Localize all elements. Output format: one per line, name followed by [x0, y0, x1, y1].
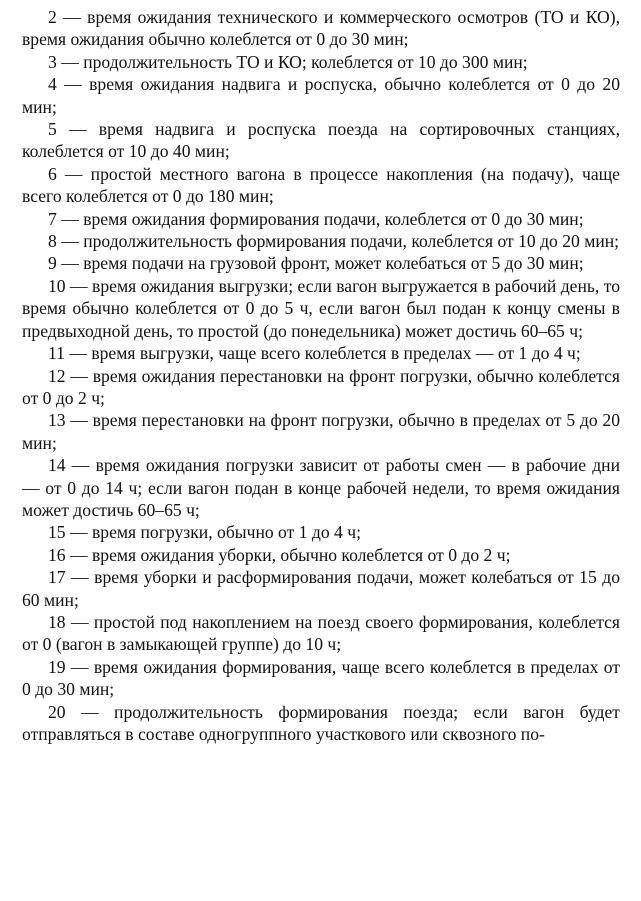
- paragraph-item-11: 11 — время выгрузки, чаще всего колеблется в пределах — от 1 до 4 ч;: [48, 343, 581, 364]
- paragraph-item-19: 19 — время ожидания формирования, чаще всего колеблется в пределах от 0 до 30 мин;: [22, 656, 620, 700]
- paragraph-item-17: 17 — время уборки и расформирования подачи, может колебаться от 15 до 60 мин;: [22, 567, 620, 610]
- paragraph-item-5: 5 — время надвига и роспуска поезда на сортировочных станциях, колеблется от 10 до 40 мин;: [22, 119, 620, 162]
- paragraph-item-8: 8 — продолжительность формирования подачи, колеблется от 10 до 20 мин;: [48, 231, 620, 252]
- paragraph-item-6: 6 — простой местного вагона в процессе накопления (на подачу), чаще всего колеблется от 0 до 180 мин;: [22, 163, 620, 207]
- paragraph-item-7: 7 — время ожидания формирования подачи, колеблется от 0 до 30 мин;: [48, 208, 584, 229]
- paragraph-item-14: 14 — время ожидания погрузки зависит от работы смен — в рабочие дни — от 0 до 14 ч; если вагон подан в конце рабочей недели, то время ожидания может достичь 60–65 ч;: [22, 455, 620, 520]
- paragraph-item-9: 9 — время подачи на грузовой фронт, может колебаться от 5 до 30 мин;: [48, 253, 584, 274]
- paragraph-item-13: 13 — время перестановки на фронт погрузки, обычно в пределах от 5 до 20 мин;: [22, 410, 620, 453]
- paragraph-item-18: 18 — простой под накоплением на поезд своего формирования, колеблется от 0 (вагон в замыкающей группе) до 10 ч;: [22, 611, 620, 655]
- paragraph-item-12: 12 — время ожидания перестановки на фронт погрузки, обычно колеблется от 0 до 2 ч;: [22, 365, 620, 408]
- paragraph-item-2: 2 — время ожидания технического и коммерческого осмотров (ТО и КО), время ожидания обычно колеблется от 0 до 30 мин;: [22, 7, 620, 50]
- paragraph-item-3: 3 — продолжительность ТО и КО; колеблется от 10 до 300 мин;: [48, 51, 528, 72]
- paragraph-item-15: 15 — время погрузки, обычно от 1 до 4 ч;: [48, 522, 361, 543]
- paragraph-item-10: 10 — время ожидания выгрузки; если вагон выгружается в рабочий день, то время обычно колеблется от 0 до 5 ч, если вагон был подан к концу смены в предвыходной день, то простой (до понедельника) может достичь 60–65 ч;: [22, 275, 620, 341]
- document-page: [22, 6, 620, 745]
- paragraph-item-4: 4 — время ожидания надвига и роспуска, обычно колеблется от 0 до 20 мин;: [22, 74, 620, 117]
- paragraph-item-16: 16 — время ожидания уборки, обычно колеблется от 0 до 2 ч;: [48, 544, 511, 565]
- paragraph-item-20: 20 — продолжительность формирования поезда; если вагон будет отправляться в составе одногруппного участкового или сквозного по-: [22, 701, 620, 744]
